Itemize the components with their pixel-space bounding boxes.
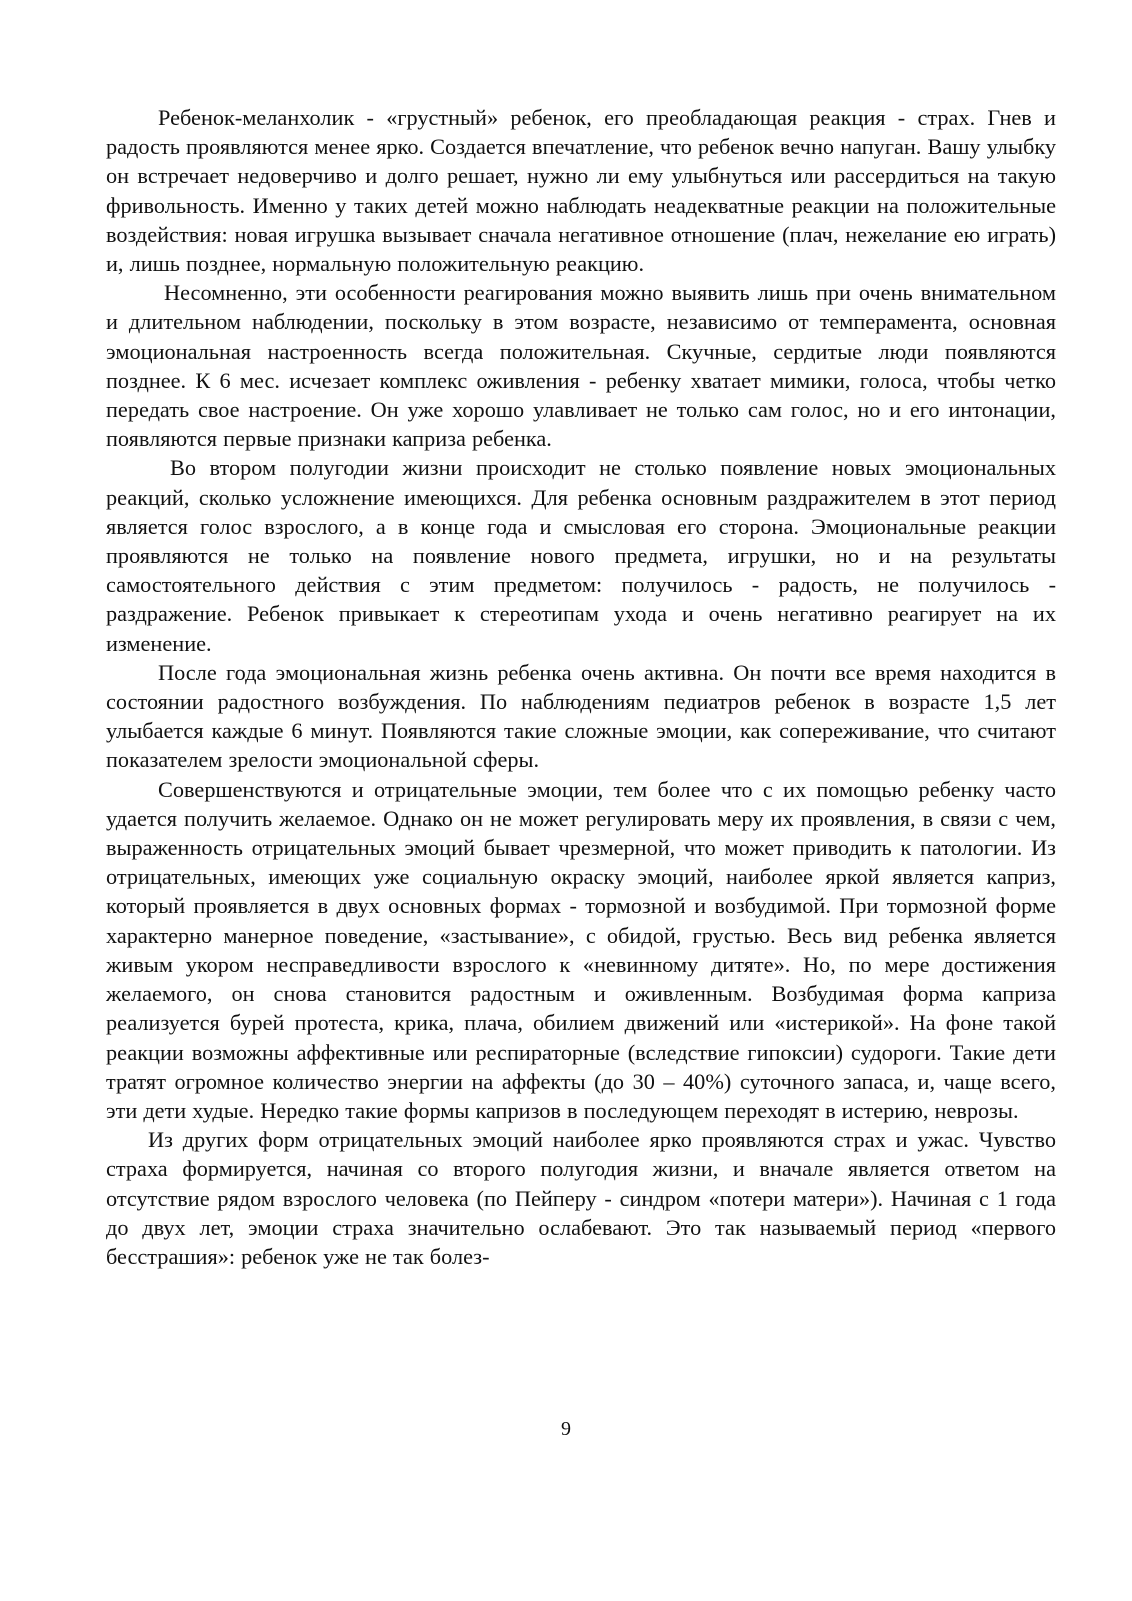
page-text [106,103,1056,1271]
paragraph-second-half-year: Во втором полугодии жизни происходит не столько появление новых эмоциональных реакций, сколько усложнение имеющихся. Для ребенка основным раздражителем в этот период является голос взрослого, а в конце года и смысловая его сторона. Эмоциональные реакции проявляются не только на появление нового предмета, игрушки, но и на результаты самостоятельного действия с этим предметом: получилось - радость, не получилось - раздражение. Ребенок привыкает к стереотипам ухода и очень негативно реагирует на их изменение. [106,455,1056,656]
paragraph-negative-emotions: Совершенствуются и отрицательные эмоции, тем более что с их помощью ребенку часто удается получить желаемое. Однако он не может регулировать меру их проявления, в связи с чем, выраженность отрицательных эмоций бывает чрезмерной, что может приводить к патологии. Из отрицательных, имеющих уже социальную окраску эмоций, наиболее яркой является каприз, который проявляется в двух основных формах - тормозной и возбудимой. При тормозной форме характерно манерное поведение, «застывание», с обидой, грустью. Весь вид ребенка является живым укором несправедливости взрослого к «невинному дитяте». Но, по мере достижения желаемого, он снова становится радостным и оживленным. Возбудимая форма каприза реализуется бурей протеста, крика, плача, обилием движений или «истерикой». На фоне такой реакции возможны аффективные или респираторные (вследствие гипоксии) судороги. Такие дети тратят огромное количество энергии на аффекты (до 30 – 40%) суточного запаса, и, чаще всего, эти дети худые. Нередко такие формы капризов в последующем переходят в истерию, неврозы. [106,776,1056,1123]
paragraph-melancholic-child: Ребенок-меланхолик - «грустный» ребенок, его преобладающая реакция - страх. Гнев и радость проявляются менее ярко. Создается впечатление, что ребенок вечно напуган. Вашу улыбку он встречает недоверчиво и долго решает, нужно ли ему улыбнуться или рассердиться на такую фривольность. Именно у таких детей можно наблюдать неадекватные реакции на положительные воздействия: новая игрушка вызывает сначала негативное отношение (плач, нежелание ею играть) и, лишь позднее, нормальную положительную реакцию. [106,105,1056,277]
paragraph-observation: Несомненно, эти особенности реагирования можно выявить лишь при очень внимательном и длительном наблюдении, поскольку в этом возрасте, независимо от темперамента, основная эмоциональная настроенность всегда положительная. Скучные, сердитые люди появляются позднее. К 6 мес. исчезает комплекс оживления - ребенку хватает мимики, голоса, чтобы четко передать свое настроение. Он уже хорошо улавливает не только сам голос, но и его интонации, появляются первые признаки каприза ребенка. [106,280,1056,452]
paragraph-fear: Из других форм отрицательных эмоций наиболее ярко проявляются страх и ужас. Чувство страха формируется, начиная со второго полугодия жизни, и вначале является ответом на отсутствие рядом взрослого человека (по Пейперу - синдром «потери матери»). Начиная с 1 года до двух лет, эмоции страха значительно ослабевают. Это так называемый период «первого бесстрашия»: ребенок уже не так болез- [106,1127,1056,1269]
page-number: 9 [561,1418,571,1440]
paragraph-after-one-year: После года эмоциональная жизнь ребенка очень активна. Он почти все время находится в состоянии радостного возбуждения. По наблюдениям педиатров ребенок в возрасте 1,5 лет улыбается каждые 6 минут. Появляются такие сложные эмоции, как сопереживание, что считают показателем зрелости эмоциональной сферы. [106,659,1056,773]
